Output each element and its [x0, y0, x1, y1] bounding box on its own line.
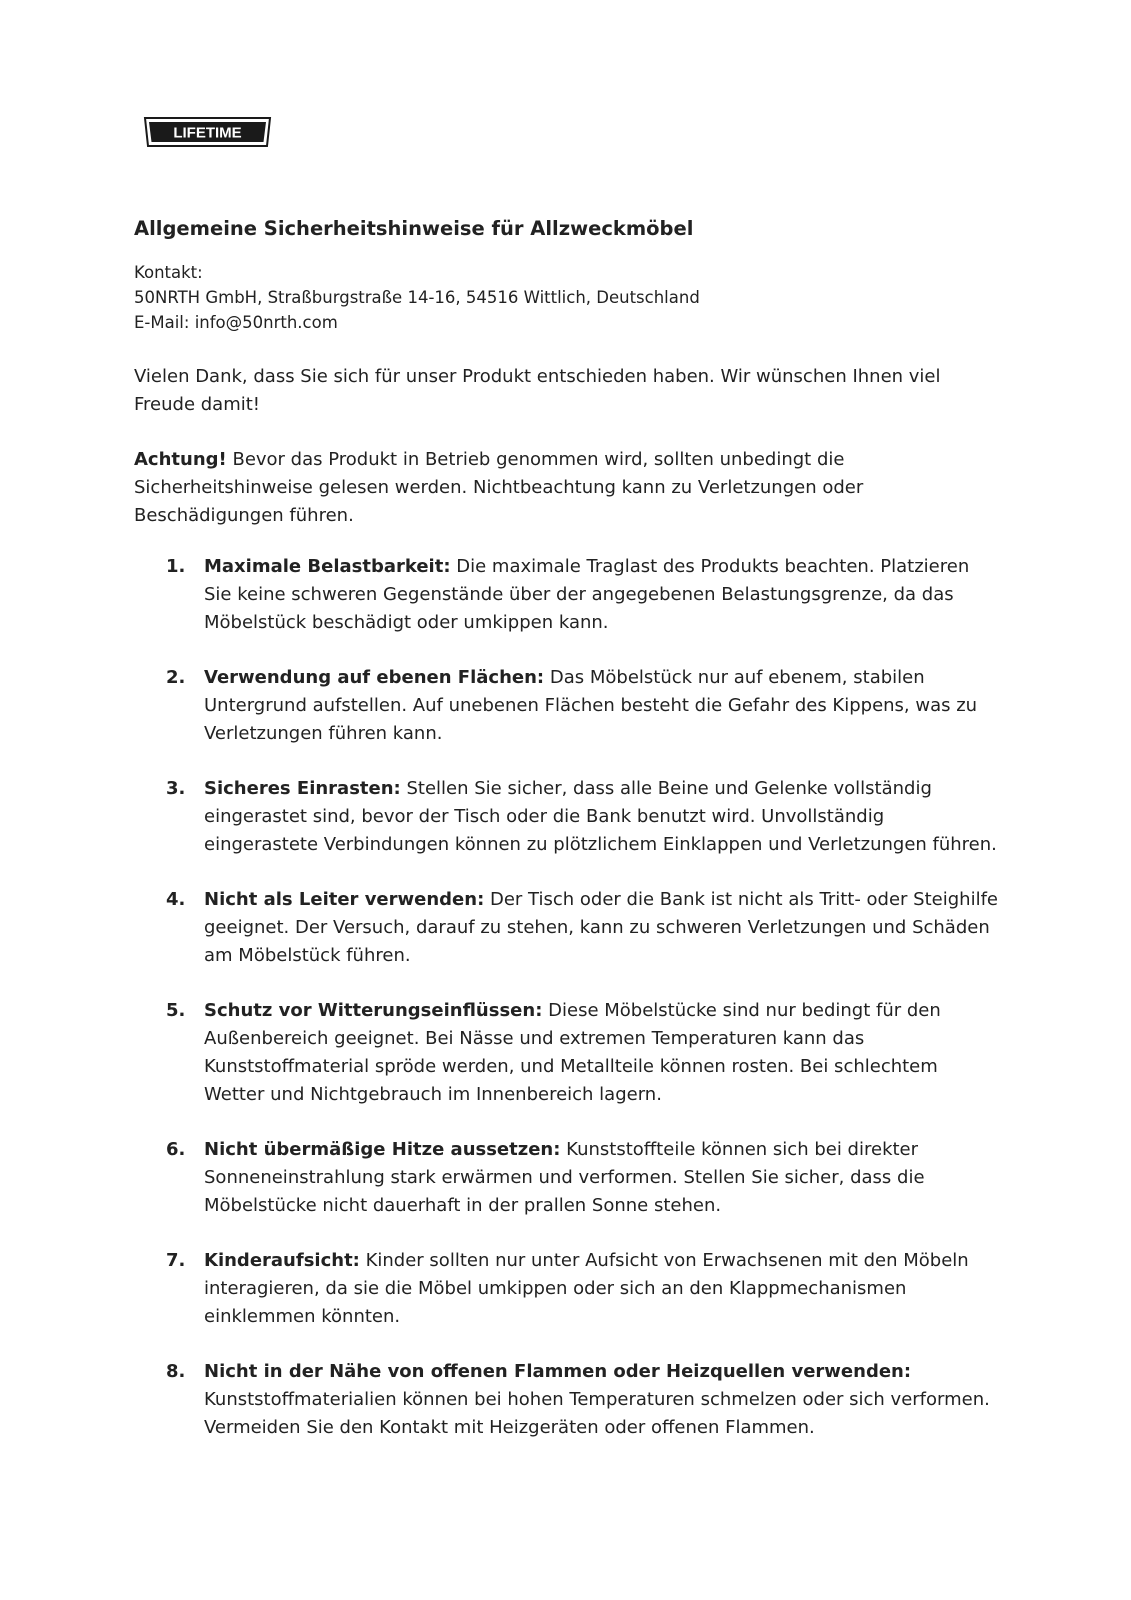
contact-label: Kontakt:	[134, 263, 203, 282]
page-title: Allgemeine Sicherheitshinweise für Allzweckmöbel	[134, 217, 694, 240]
warning-paragraph	[134, 446, 994, 530]
item-heading: Nicht übermäßige Hitze aussetzen:	[204, 1139, 561, 1160]
list-item	[166, 886, 1001, 970]
item-heading: Kinderaufsicht:	[204, 1250, 360, 1271]
item-number: 6.	[166, 1139, 186, 1160]
item-heading: Nicht als Leiter verwenden:	[204, 889, 485, 910]
item-number: 4.	[166, 889, 186, 910]
contact-email: E-Mail: info@50nrth.com	[134, 313, 338, 332]
thanks-paragraph: Vielen Dank, dass Sie sich für unser Produkt entschieden haben. Wir wünschen Ihnen viel Freude damit!	[134, 366, 941, 415]
item-number: 2.	[166, 667, 186, 688]
list-item	[166, 664, 1001, 748]
item-text: Das Möbelstück nur auf ebenem, stabilen Untergrund aufstellen. Auf unebenen Flächen besteht die Gefahr des Kippens, was zu Verletzungen führen kann.	[204, 667, 978, 744]
item-heading: Schutz vor Witterungseinflüssen:	[204, 1000, 543, 1021]
contact-address: 50NRTH GmbH, Straßburgstraße 14-16, 54516 Wittlich, Deutschland	[134, 288, 700, 307]
item-text: Die maximale Traglast des Produkts beachten. Platzieren Sie keine schweren Gegenstände über der angegebenen Belastungsgrenze, da das Möbelstück beschädigt oder umkippen kann.	[204, 556, 970, 633]
list-item	[166, 775, 1001, 859]
list-item	[166, 1358, 1001, 1442]
list-item	[166, 997, 1001, 1109]
item-text: Kunststoffmaterialien können bei hohen Temperaturen schmelzen oder sich verformen. Vermeiden Sie den Kontakt mit Heizgeräten oder offenen Flammen.	[204, 1389, 990, 1438]
item-text: Kinder sollten nur unter Aufsicht von Erwachsenen mit den Möbeln interagieren, da sie die Möbel umkippen oder sich an den Klappmechanismen einklemmen könnten.	[204, 1250, 969, 1327]
item-heading: Maximale Belastbarkeit:	[204, 556, 451, 577]
list-item	[166, 553, 1001, 637]
lifetime-logo	[140, 116, 275, 148]
safety-list	[166, 553, 1001, 1469]
item-text: Diese Möbelstücke sind nur bedingt für den Außenbereich geeignet. Bei Nässe und extremen Temperaturen kann das Kunststoffmaterial spröde werden, und Metallteile können rosten. Bei schlechtem Wetter und Nichtgebrauch im Innenbereich lagern.	[204, 1000, 941, 1105]
warning-lead: Achtung!	[134, 449, 227, 470]
item-number: 3.	[166, 778, 186, 799]
list-item	[166, 1247, 1001, 1331]
item-number: 8.	[166, 1361, 186, 1382]
item-text: Stellen Sie sicher, dass alle Beine und Gelenke vollständig eingerastet sind, bevor der Tisch oder die Bank benutzt wird. Unvollständig eingerastete Verbindungen können zu plötzlichem Einklappen und Verletzungen führen.	[204, 778, 997, 855]
list-item	[166, 1136, 1001, 1220]
contact-block	[134, 260, 700, 335]
item-number: 7.	[166, 1250, 186, 1271]
item-heading: Sicheres Einrasten:	[204, 778, 401, 799]
item-text: Kunststoffteile können sich bei direkter Sonneneinstrahlung stark erwärmen und verformen. Stellen Sie sicher, dass die Möbelstücke nicht dauerhaft in der prallen Sonne stehen.	[204, 1139, 925, 1216]
item-text: Der Tisch oder die Bank ist nicht als Tritt- oder Steighilfe geeignet. Der Versuch, darauf zu stehen, kann zu schweren Verletzungen und Schäden am Möbelstück führen.	[204, 889, 998, 966]
warning-text: Bevor das Produkt in Betrieb genommen wird, sollten unbedingt die Sicherheitshinweise gelesen werden. Nichtbeachtung kann zu Verletzungen oder Beschädigungen führen.	[134, 449, 864, 526]
item-heading: Verwendung auf ebenen Flächen:	[204, 667, 545, 688]
logo-text: LIFETIME	[173, 124, 242, 142]
item-heading: Nicht in der Nähe von offenen Flammen oder Heizquellen verwenden:	[204, 1361, 912, 1382]
item-number: 5.	[166, 1000, 186, 1021]
item-number: 1.	[166, 556, 186, 577]
